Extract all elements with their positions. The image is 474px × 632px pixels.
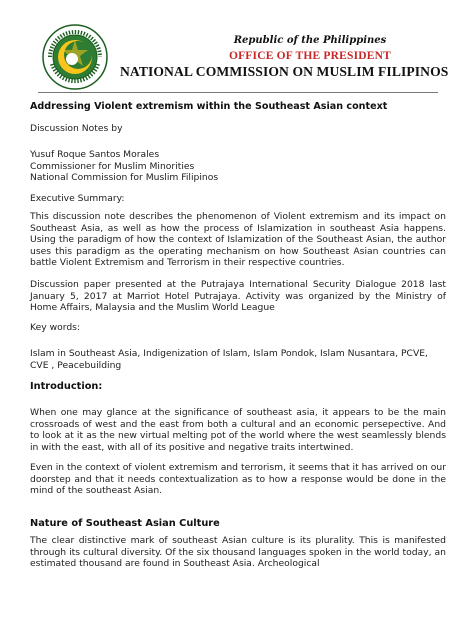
presented-note: Discussion paper presented at the Putrajaya International Security Dialogue 2018 last January 5, 2017 at Marriot Hotel Putrajaya. Activity was organized by the Ministry of Home Affairs, Malaysia and the Muslim World League <box>30 279 446 314</box>
header-republic: Republic of the Philippines <box>233 35 387 46</box>
nature-heading: Nature of Southeast Asian Culture <box>30 518 220 529</box>
author-name: Yusuf Roque Santos Morales <box>30 149 160 160</box>
keywords-list: Islam in Southeast Asia, Indigenization of Islam, Islam Pondok, Islam Nusantara, PCVE, CVE , Peacebuilding <box>30 348 428 371</box>
ncmf-seal-logo <box>42 24 108 90</box>
exec-summary-heading: Executive Summary: <box>30 193 125 204</box>
document-title: Addressing Violent extremism within the Southeast Asian context <box>30 101 388 112</box>
author-role: Commissioner for Muslim Minorities <box>30 160 195 172</box>
author-block <box>30 149 446 184</box>
author-org: National Commission for Muslim Filipinos <box>30 172 219 184</box>
introduction-paragraph-1: When one may glance at the significance of southeast asia, it appears to be the main crossroads of west and the east from both a cultural and an economic persepective. And to look at it as the new virtual melting pot of the world where the west seamlessly blends in with the east, with all of its positive and negative traits intertwined. <box>30 407 446 453</box>
introduction-paragraph-2: Even in the context of violent extremism and terrorism, it seems that it has arrived on our doorstep and that it needs contextualization as to how a response would be done in the mind of the southeast Asian. <box>30 462 446 497</box>
introduction-heading: Introduction: <box>30 381 103 392</box>
keywords-heading: Key words: <box>30 322 81 333</box>
exec-summary-body: This discussion note describes the phenomenon of Violent extremism and its impact on Southeast Asia, as well as how the process of Islamization in southeast Asia happens. Using the paradigm of how the context of Islamization of the Southeast Asian, the author uses this paradigm as the operating mechanism on how Southeast Asian countries can battle Violent Extremism and Terrorism in their respective countries. <box>30 211 446 269</box>
header-commission: NATIONAL COMMISSION ON MUSLIM FILIPINOS <box>120 64 449 79</box>
header-divider <box>38 92 438 93</box>
nature-paragraph-1: The clear distinctive mark of southeast Asian culture is its plurality. This is manifested through its cultural diversity. Of the six thousand languages spoken in the world today, an estimated thousand are found in Southeast Asia. Archeological <box>30 535 446 570</box>
notes-by: Discussion Notes by <box>30 123 123 134</box>
header-office: OFFICE OF THE PRESIDENT <box>228 50 392 62</box>
